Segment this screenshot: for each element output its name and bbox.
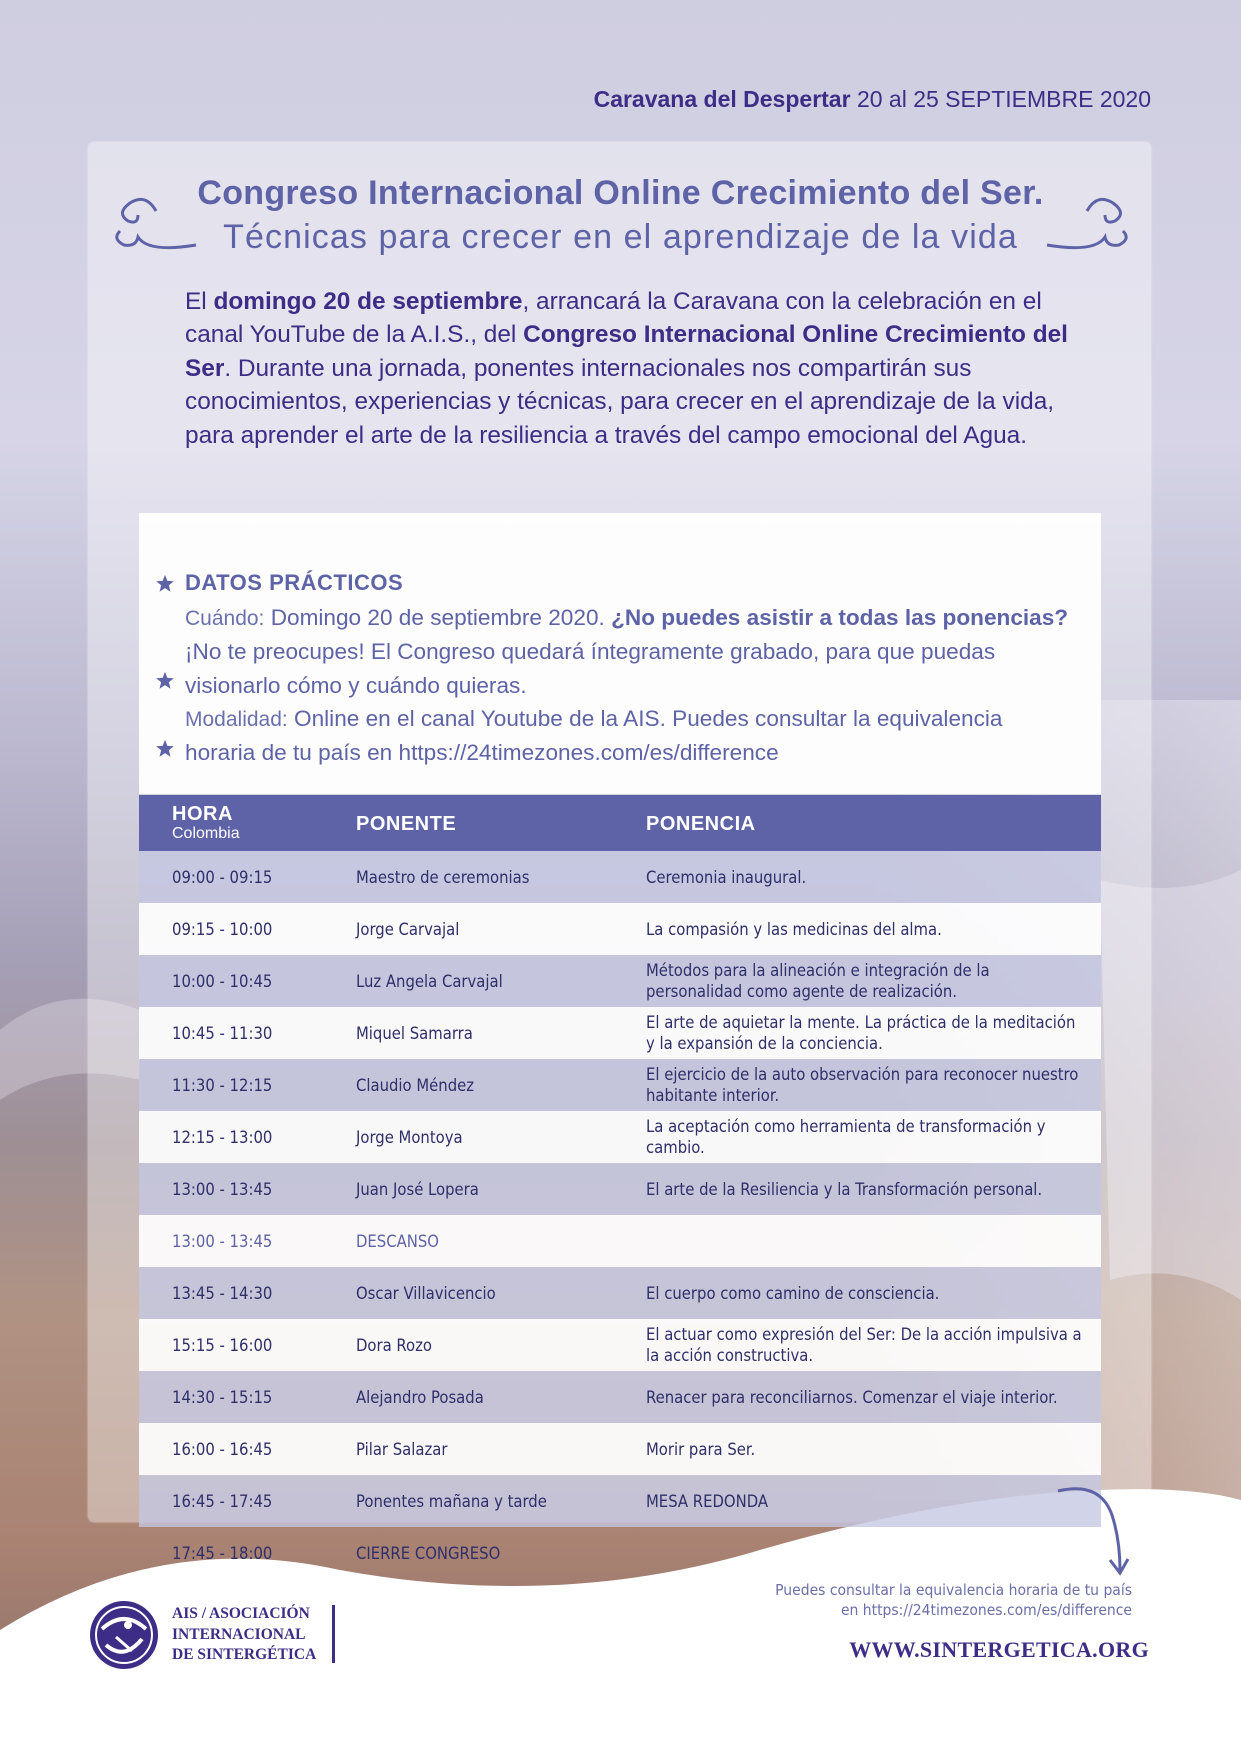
row-ponencia: El arte de aquietar la mente. La práctica de la meditación y la expansión de la conciencia. [646,1013,1076,1053]
star-icon [154,670,176,692]
row-ponente: DESCANSO [356,1231,439,1251]
row-ponente: Maestro de ceremonias [356,867,530,887]
table-row [139,903,1101,955]
congress-title: Congreso Internacional Online Crecimiento del Ser. [197,174,1044,212]
org-line-1: AIS / ASOCIACIÓN [172,1605,310,1622]
table-row [139,1527,1101,1579]
row-ponente: Claudio Méndez [356,1075,475,1095]
timezone-note-line2: en https://24timezones.com/es/difference [840,1601,1132,1619]
footer-divider [332,1605,335,1663]
header-ponente: PONENTE [356,813,457,835]
event-header [594,86,1151,113]
star-icon [154,738,176,760]
row-ponencia: El arte de la Resiliencia y la Transformación personal. [646,1179,1043,1199]
table-row [139,851,1101,903]
row-ponente: Miquel Samarra [356,1023,473,1043]
row-hora: 16:00 - 16:45 [172,1439,273,1459]
row-hora: 13:45 - 14:30 [172,1283,273,1303]
practical-info-text [185,601,1075,769]
event-name: Caravana del Despertar [593,86,851,112]
table-row [139,1371,1101,1423]
mode-value: Online en el canal Youtube de la AIS. Puedes consultar la equivalencia horaria de tu país en https://24timezones.com/es/difference [185,705,1003,766]
row-hora: 09:15 - 10:00 [172,919,273,939]
row-hora: 12:15 - 13:00 [172,1127,273,1147]
row-ponencia: La compasión y las medicinas del alma. [646,919,942,939]
row-ponente: Luz Angela Carvajal [356,971,503,991]
table-row [139,1475,1101,1527]
row-ponencia: La aceptación como herramienta de transformación y cambio. [646,1117,1046,1157]
when-value: Domingo 20 de septiembre 2020. [270,605,605,630]
table-row-break [139,1215,1101,1267]
header-ponencia: PONENCIA [646,813,756,835]
row-ponencia: Morir para Ser. [646,1439,756,1459]
row-hora: 10:45 - 11:30 [172,1023,273,1043]
row-ponente: Ponentes mañana y tarde [356,1491,547,1511]
ais-logo-icon [88,1599,160,1671]
table-row [139,1423,1101,1475]
intro-text-2: , arrancará la Caravana con la celebración en el canal YouTube de la A.I.S., del [185,288,1042,349]
row-ponencia [646,1527,1086,1579]
when-rest: ¡No te preocupes! El Congreso quedará íntegramente grabado, para que puedas visionarlo cómo y cuándo quieras. [185,639,996,698]
header-hora-timezone: Colombia [172,825,240,842]
row-ponente: Jorge Carvajal [356,919,460,939]
row-ponencia: El cuerpo como camino de consciencia. [646,1283,940,1303]
row-ponencia: Renacer para reconciliarnos. Comenzar el viaje interior. [646,1387,1058,1407]
timezone-note-line1: Puedes consultar la equivalencia horaria de tu país [775,1581,1132,1599]
row-hora: 16:45 - 17:45 [172,1491,273,1511]
mode-label: Modalidad: [185,707,288,731]
when-question: ¿No puedes asistir a todas las ponencias? [611,605,1069,630]
schedule-header [139,795,1101,851]
timezone-note [775,1580,1132,1620]
org-line-2: INTERNACIONAL [172,1625,306,1643]
row-ponencia: MESA REDONDA [646,1491,768,1511]
row-ponencia: Ceremonia inaugural. [646,867,807,887]
intro-congress-name: Congreso Internacional Online Crecimiento del Ser [185,321,1068,382]
intro-paragraph [185,285,1075,452]
row-ponencia: El ejercicio de la auto observación para reconocer nuestro habitante interior. [646,1065,1079,1105]
row-ponente: Juan José Lopera [356,1179,479,1199]
row-ponente: Oscar Villavicencio [356,1283,496,1303]
row-ponente: Alejandro Posada [356,1387,484,1407]
row-ponencia [646,1215,1086,1267]
row-ponente: Pilar Salazar [356,1439,448,1459]
when-label: Cuándo: [185,607,265,630]
row-hora: 13:00 - 13:45 [172,1179,273,1199]
table-row [139,1111,1101,1163]
row-hora: 09:00 - 09:15 [172,867,273,887]
intro-text-1: El [185,288,214,315]
schedule-table [139,795,1101,1579]
row-ponente: CIERRE CONGRESO [356,1543,501,1563]
row-ponente: Dora Rozo [356,1335,432,1355]
table-row [139,1059,1101,1111]
left-flourish-icon [108,195,198,255]
curved-arrow-icon [1050,1485,1130,1580]
row-hora: 14:30 - 15:15 [172,1387,273,1407]
practical-info-title: DATOS PRÁCTICOS [185,570,404,595]
header-hora: HORA [172,803,233,825]
row-ponencia: El actuar como expresión del Ser: De la acción impulsiva a la acción constructiva. [646,1325,1082,1365]
table-row [139,1319,1101,1371]
organization-name [172,1604,316,1666]
org-line-3: DE SINTERGÉTICA [172,1646,317,1663]
intro-text-3: . Durante una jornada, ponentes internacionales nos compartirán sus conocimientos, experiencias y técnicas, para crecer en el aprendizaje de la vida, para aprender el arte de la resiliencia a través del campo emocional del Agua. [185,354,1055,449]
website-link[interactable]: WWW.SINTERGETICA.ORG [849,1637,1149,1662]
right-flourish-icon [1045,195,1135,255]
intro-date: domingo 20 de septiembre [213,288,523,315]
congress-subtitle: Técnicas para crecer en el aprendizaje de la vida [223,218,1018,256]
event-dates: 20 al 25 SEPTIEMBRE 2020 [856,86,1151,112]
table-row [139,1267,1101,1319]
table-row [139,1007,1101,1059]
row-ponente: Jorge Montoya [356,1127,463,1147]
row-hora: 17:45 - 18:00 [172,1543,273,1563]
row-hora: 15:15 - 16:00 [172,1335,273,1355]
row-hora: 13:00 - 13:45 [172,1231,273,1251]
table-row [139,955,1101,1007]
row-ponencia: Métodos para la alineación e integración de la personalidad como agente de realización. [646,961,990,1001]
row-hora: 11:30 - 12:15 [172,1075,273,1095]
row-hora: 10:00 - 10:45 [172,971,273,991]
star-icon [154,573,176,595]
table-row [139,1163,1101,1215]
